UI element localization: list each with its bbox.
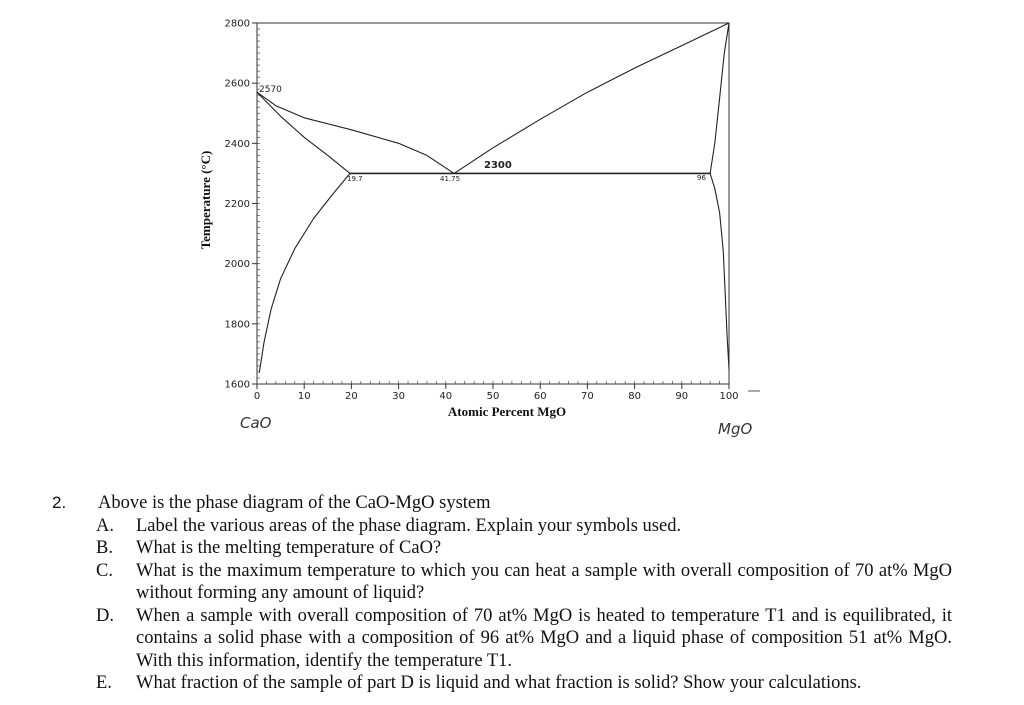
y-tick-label: 2600 [224, 78, 250, 90]
question-item-e [52, 672, 952, 695]
y-tick-label: 2000 [224, 259, 250, 271]
x-tick-label: 80 [628, 391, 641, 402]
question-item-c [52, 560, 952, 605]
item-text: What fraction of the sample of part D is liquid and what fraction is solid? Show your calculations. [136, 673, 862, 693]
label-solvus-right: 96 [697, 174, 706, 182]
y-axis-title: Temperature (°C) [198, 150, 213, 250]
handwritten-mgo: MgO [718, 420, 753, 438]
x-tick-label: 100 [719, 391, 739, 402]
question-block [52, 492, 952, 695]
x-tick-label: 40 [439, 391, 453, 402]
item-letter: A. [96, 515, 114, 536]
label-eutectic-comp: 41.75 [440, 175, 461, 183]
item-text: What is the melting temperature of CaO? [136, 538, 442, 558]
question-item-b [52, 537, 952, 560]
solidus-right-curve [710, 23, 729, 173]
item-text: Label the various areas of the phase diagram. Explain your symbols used. [136, 515, 682, 536]
solvus-left-curve [259, 173, 350, 372]
item-letter: C. [96, 560, 113, 581]
question-item-d [52, 605, 952, 673]
x-axis-title: Atomic Percent MgO [447, 404, 567, 419]
question-item-a [52, 515, 952, 538]
item-text: What is the maximum temperature to which you can heat a sample with overall composition of 70 at% MgO without forming any amount of liquid? [136, 560, 952, 603]
label-cao-melting: 2570 [259, 85, 282, 95]
question-number: 2. [52, 493, 67, 512]
x-tick-label: 20 [345, 391, 358, 402]
item-letter: D. [96, 605, 114, 626]
plot-frame [257, 23, 729, 384]
solvus-right-curve [710, 173, 729, 369]
label-solvus-left: 19.7 [347, 175, 363, 183]
x-tick-label: 10 [297, 391, 311, 402]
x-tick-label: 70 [581, 391, 594, 402]
liquidus-right-curve [454, 23, 729, 173]
y-axis-ticks [225, 19, 257, 391]
x-tick-label: 60 [533, 391, 547, 402]
y-tick-label: 2800 [224, 18, 250, 30]
x-tick-label: 90 [675, 391, 689, 402]
x-tick-label: 50 [486, 391, 500, 402]
phase-boundaries [257, 23, 729, 372]
item-letter: E. [96, 673, 112, 693]
y-tick-label: 2200 [224, 199, 250, 210]
question-intro-text: Above is the phase diagram of the CaO-MgO system [98, 493, 491, 513]
liquidus-left-curve [257, 92, 454, 173]
x-tick-label: 30 [392, 391, 405, 402]
y-tick-label: 2400 [224, 138, 250, 150]
y-tick-label: 1600 [224, 379, 250, 391]
axis-minor-ticks [257, 23, 729, 384]
label-eutectic-temp: 2300 [484, 160, 512, 171]
x-axis-ticks [254, 384, 739, 402]
question-intro [52, 492, 952, 515]
item-text: When a sample with overall composition of 70 at% MgO is heated to temperature T1 and is equilibrated, it contains a solid phase with a composition of 96 at% MgO and a liquid phase of composition 51 at% MgO. With this information, identify the temperature T1. [136, 605, 952, 671]
solidus-left-curve [257, 92, 350, 173]
x-tick-label: 0 [253, 391, 261, 402]
y-tick-label: 1800 [224, 319, 250, 331]
item-letter: B. [96, 538, 113, 558]
handwritten-cao: CaO [240, 414, 272, 432]
